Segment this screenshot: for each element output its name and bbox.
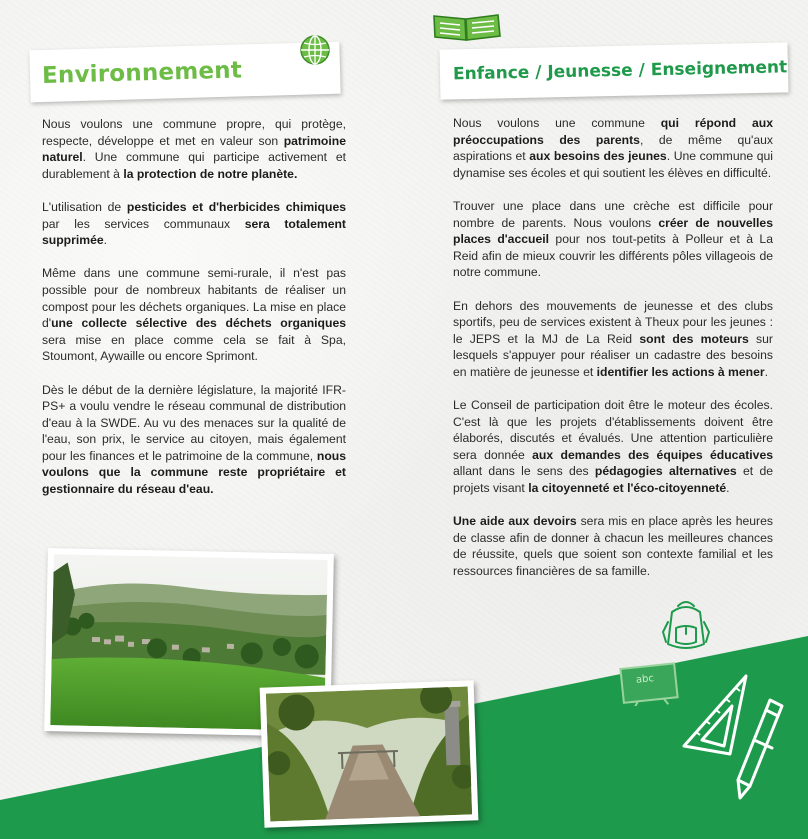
pencil-icon bbox=[730, 694, 790, 802]
enfance-title: Enfance / Jeunesse / Enseignement bbox=[452, 57, 788, 85]
open-book-icon bbox=[430, 10, 504, 44]
environnement-text bbox=[42, 116, 346, 514]
env-paragraph-3: Même dans une commune semi-rurale, il n'est pas possible pour de nombreux habitants de réaliser un compost pour les déchets organiques. La mise en place d'une collecte sélective des déchets organiques sera mise en place comme cela se fait à Spa, Stoumont, Aywaille ou encore Sprimont. bbox=[42, 266, 346, 364]
enf-paragraph-5: Une aide aux devoirs sera mis en place après les heures de classe afin de donner à chacun les meilleures chances de réussite, quels que soient son contexte familial et les ressources financières de sa famille. bbox=[453, 514, 773, 579]
enfance-title-card bbox=[440, 42, 789, 99]
environnement-title: Environnement bbox=[41, 57, 243, 89]
backpack-icon bbox=[660, 598, 712, 654]
enf-paragraph-3: En dehors des mouvements de jeunesse et des clubs sportifs, peu de services existent à Theux pour les jeunes : le JEPS et la MJ de La Reid sont des moteurs sur lesquels s'appuyer pour réaliser un cadastre des besoins en matière de jeunesse et identifier les actions à mener. bbox=[453, 298, 773, 379]
enfance-text bbox=[453, 115, 773, 596]
enf-paragraph-2: Trouver une place dans une crèche est difficile pour nombre de parents. Nous voulons créer de nouvelles places d'accueil pour nos tout-petits à Polleur et à La Reid afin de mieux couvrir les différents pôles villageois de notre commune. bbox=[453, 198, 773, 280]
env-paragraph-4: Dès le début de la dernière législature, la majorité IFR-PS+ a voulu vendre le réseau communal de distribution d'eau à la SWDE. Au vu des menaces sur la qualité de l'eau, son prix, le service au citoyen, mais également pour les finances et le patrimoine de la commune, nous voulons que la commune reste propriétaire et gestionnaire du réseau d'eau. bbox=[42, 382, 346, 497]
env-paragraph-1: Nous voulons une commune propre, qui protège, respecte, développe et met en valeur son patrimoine naturel. Une commune qui participe activement et durablement à la protection de notre planète. bbox=[42, 117, 346, 181]
globe-icon bbox=[298, 33, 332, 67]
enf-paragraph-4: Le Conseil de participation doit être le moteur des écoles. C'est là que les projets d'établissements doivent être élaborés, discutés et évalués. Une attention particulière sera donnée aux demandes des équipes éducatives allant dans le sens des pédagogies alternatives et de projets visant la citoyenneté et l'éco-citoyenneté. bbox=[453, 398, 773, 496]
chalkboard-text: abc bbox=[635, 673, 655, 686]
env-paragraph-2: L'utilisation de pesticides et d'herbicides chimiques par les services communaux sera totalement supprimée. bbox=[42, 199, 346, 248]
environnement-title-card bbox=[29, 42, 340, 103]
tree-lined-path-photo bbox=[260, 680, 479, 827]
enf-paragraph-1: Nous voulons une commune qui répond aux préoccupations des parents, de même qu'aux aspirations et aux besoins des jeunes. Une commune qui dynamise ses écoles et qui soutient les élèves en difficulté. bbox=[453, 116, 774, 180]
